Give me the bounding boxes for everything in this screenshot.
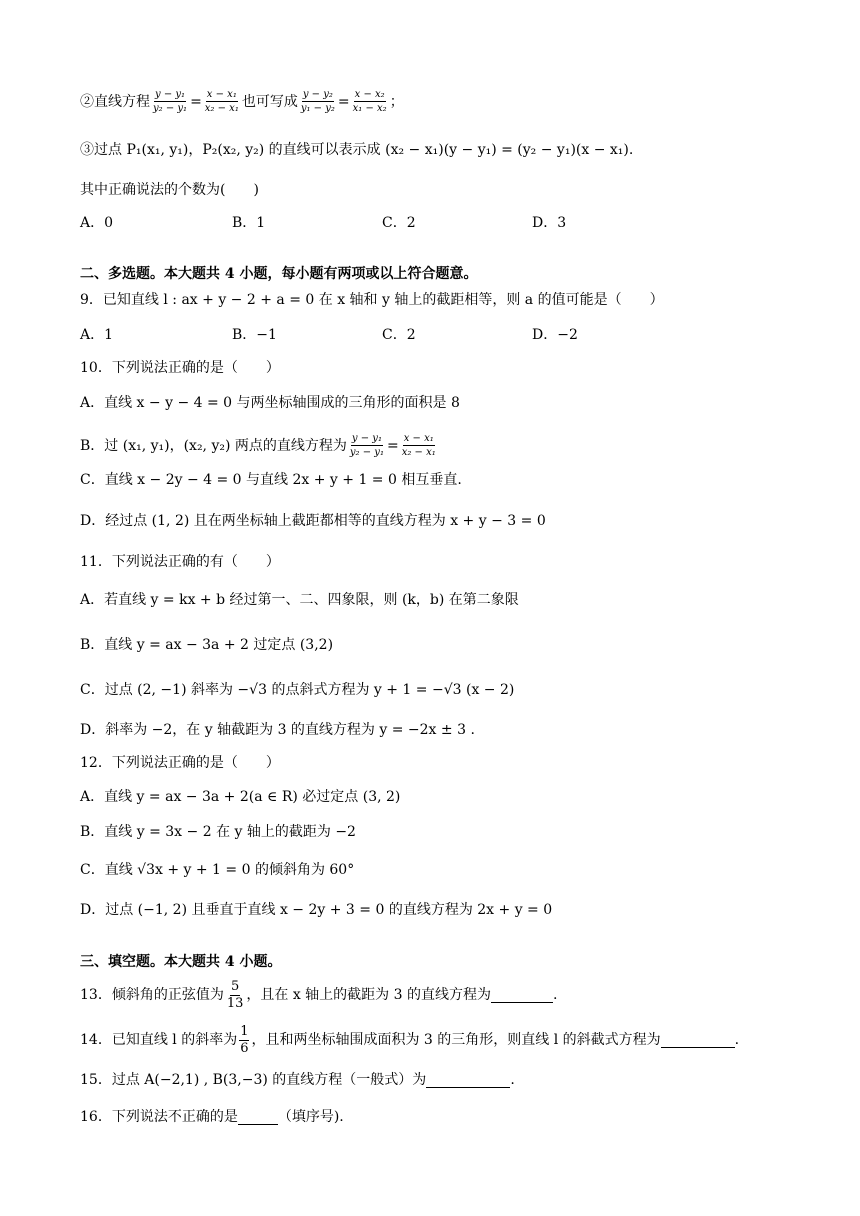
fraction [300, 88, 336, 115]
frac-num: 1 [240, 1023, 249, 1039]
q11-stem: 11．下列说法正确的有（ ） [80, 554, 280, 570]
q10-b-prefix: B．过 (x₁, y₁)，(x₂, y₂) 两点的直线方程为 [80, 437, 347, 454]
q8-s2-end: ； [389, 93, 404, 110]
frac-den: x₁ − x₂ [352, 103, 387, 114]
q8-s2-prefix: ②直线方程 [80, 93, 150, 110]
q10-option-d[interactable]: D．经过点 (1, 2) 且在两坐标轴上截距都相等的直线方程为 x + y − 3 = 0 [80, 513, 546, 529]
q15 [80, 1070, 515, 1090]
q16-prefix: 16．下列说法不正确的是 [80, 1109, 238, 1125]
q15-end: . [510, 1072, 515, 1088]
q10-option-b[interactable]: B．过 (x₁, y₁)，(x₂, y₂) 两点的直线方程为 $\frac{\text{y − y₁}}{\text{y₂ − y₁}}$ = $\frac{\text{x − x₁}}{\text{x₂ − x₁}}$ [80, 433, 436, 458]
fraction [349, 432, 385, 459]
fraction [204, 88, 240, 115]
section-2-title: 二、多选题。本大题共 4 小题，每小题有两项或以上符合题意。 [80, 266, 478, 282]
q14-answer-blank[interactable] [661, 1033, 735, 1048]
q8-option-c[interactable]: C．2 [382, 215, 416, 231]
q8-statement-2: ②直线方程 $\frac{\text{y − y₁}}{\text{y₂ − y₁}}$ = $\frac{\text{x − x₁}}{\text{x₂ − x₁}}$ 也可写成 $\frac{\text{y − y₂}}{\text{y₁ − y₂}}$ = $\frac{\text{x − x₂}}{\text{x₁ − x₂}}$ ； [80, 89, 404, 114]
q8-option-d[interactable]: D．3 [532, 215, 567, 231]
q13-suffix: ，且在 x 轴上的截距为 3 的直线方程为 [246, 987, 491, 1003]
q13-prefix: 13．倾斜角的正弦值为 [80, 987, 224, 1003]
frac-num: y − y₁ [351, 433, 382, 444]
q8-stem: 其中正确说法的个数为( ) [80, 182, 259, 198]
frac-den: x₂ − x₁ [204, 103, 239, 114]
frac-num: x − x₂ [354, 89, 385, 100]
q13-answer-blank[interactable] [491, 988, 553, 1003]
q10-option-c[interactable]: C．直线 x − 2y − 4 = 0 与直线 2x + y + 1 = 0 相互垂直. [80, 472, 462, 488]
frac-num: x − x₁ [403, 433, 434, 444]
q16-answer-blank[interactable] [238, 1110, 278, 1125]
fraction [239, 1024, 249, 1057]
q12-option-d[interactable]: D．过点 (−1, 2) 且垂直于直线 x − 2y + 3 = 0 的直线方程为 2x + y = 0 [80, 902, 553, 918]
frac-den: 6 [240, 1040, 249, 1056]
frac-den: y₁ − y₂ [300, 103, 335, 114]
q12-stem: 12．下列说法正确的是（ ） [80, 755, 280, 771]
q8-statement-3: ③过点 P₁(x₁, y₁)，P₂(x₂, y₂) 的直线可以表示成 (x₂ − x₁)(y − y₁) = (y₂ − y₁)(x − x₁). [80, 142, 634, 158]
fraction [401, 432, 437, 459]
q14 [80, 1022, 739, 1058]
q9-option-b[interactable]: B．−1 [232, 327, 277, 343]
frac-num: 5 [230, 978, 240, 994]
frac-num: x − x₁ [206, 89, 237, 100]
frac-den: y₂ − y₁ [153, 103, 188, 114]
q14-end: . [734, 1032, 740, 1048]
q13 [80, 977, 557, 1013]
q15-answer-blank[interactable] [426, 1073, 510, 1088]
frac-den: x₂ − x₁ [401, 447, 436, 458]
frac-den: 13 [226, 995, 244, 1011]
q8-option-b[interactable]: B．1 [232, 215, 266, 231]
q15-prefix: 15．过点 A(−2,1) , B(3,−3) 的直线方程（一般式）为 [80, 1072, 427, 1088]
q8-s2-mid: 也可写成 [241, 93, 298, 110]
q12-option-b[interactable]: B．直线 y = 3x − 2 在 y 轴上的截距为 −2 [80, 824, 356, 840]
q9-option-c[interactable]: C．2 [382, 327, 416, 343]
q11-option-a[interactable]: A．若直线 y = kx + b 经过第一、二、四象限，则 (k，b) 在第二象限 [80, 592, 519, 608]
fraction [352, 88, 388, 115]
frac-num: y − y₁ [155, 89, 186, 100]
q11-option-c[interactable]: C．过点 (2, −1) 斜率为 −√3 的点斜式方程为 y + 1 = −√3 (x − 2) [80, 682, 515, 698]
q16 [80, 1107, 344, 1127]
q9-stem: 9．已知直线 l : ax + y − 2 + a = 0 在 x 轴和 y 轴上的截距相等，则 a 的值可能是（ ） [80, 292, 664, 308]
frac-num: y − y₂ [302, 89, 333, 100]
q14-prefix: 14．已知直线 l 的斜率为 [80, 1032, 238, 1048]
q11-option-d[interactable]: D．斜率为 −2，在 y 轴截距为 3 的直线方程为 y = −2x ± 3 . [80, 722, 475, 738]
q16-suffix: （填序号). [277, 1109, 344, 1125]
q12-option-c[interactable]: C．直线 √3x + y + 1 = 0 的倾斜角为 60° [80, 862, 355, 878]
q9-option-d[interactable]: D．−2 [532, 327, 578, 343]
fraction [226, 979, 245, 1012]
q12-option-a[interactable]: A．直线 y = ax − 3a + 2(a ∈ R) 必过定点 (3, 2) [80, 789, 401, 805]
section-3-title: 三、填空题。本大题共 4 小题。 [80, 954, 282, 970]
fraction [152, 88, 188, 115]
q10-stem: 10．下列说法正确的是（ ） [80, 360, 280, 376]
q14-suffix: ，且和两坐标轴围成面积为 3 的三角形，则直线 l 的斜截式方程为 [251, 1032, 661, 1048]
q11-option-b[interactable]: B．直线 y = ax − 3a + 2 过定点 (3,2) [80, 637, 334, 653]
q10-option-a[interactable]: A．直线 x − y − 4 = 0 与两坐标轴围成的三角形的面积是 8 [80, 395, 460, 411]
frac-den: y₂ − y₁ [349, 447, 384, 458]
q9-option-a[interactable]: A．1 [80, 327, 114, 343]
q8-option-a[interactable]: A．0 [80, 215, 114, 231]
q13-end: . [552, 987, 558, 1003]
